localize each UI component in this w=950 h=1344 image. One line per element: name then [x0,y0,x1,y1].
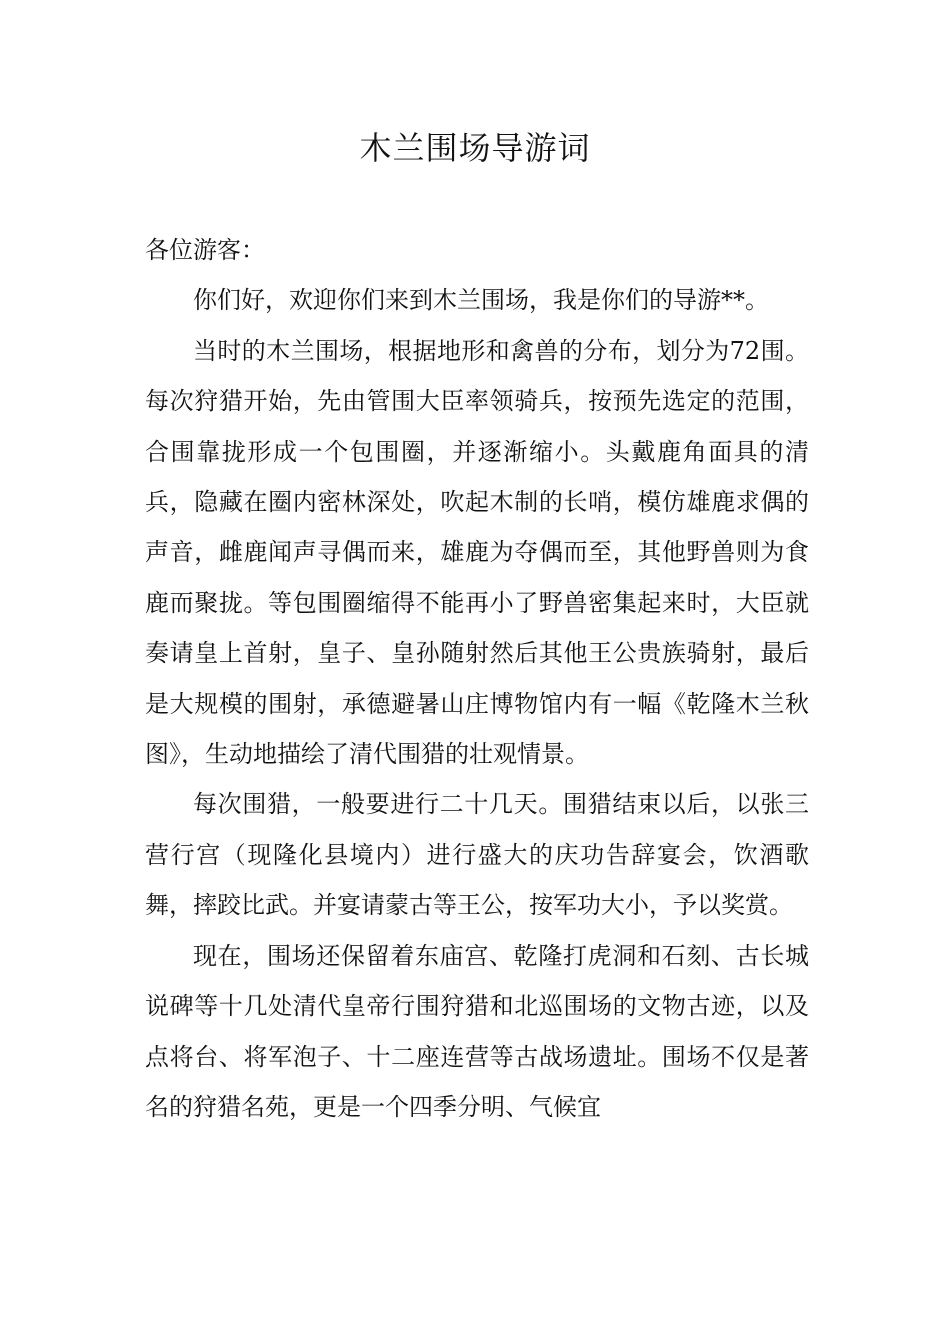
paragraph-relics: 现在，围场还保留着东庙宫、乾隆打虎洞和石刻、古长城说碑等十几处清代皇帝行围狩猎和北巡围场的文物古迹，以及点将台、将军泡子、十二座连营等古战场遗址。围场不仅是著名的狩猎名苑，更是一个四季分明、气候宜 [145,941,809,1121]
paragraph-hunting-method: 当时的木兰围场，根据地形和禽兽的分布，划分为72围。每次狩猎开始，先由管围大臣率领骑兵，按预先选定的范围，合围靠拢形成一个包围圈，并逐渐缩小。头戴鹿角面具的清兵，隐藏在圈内密林深处，吹起木制的长哨，模仿雄鹿求偶的声音，雌鹿闻声寻偶而来，雄鹿为夺偶而至，其他野兽则为食鹿而聚拢。等包围圈缩得不能再小了野兽密集起来时，大臣就奏请皇上首射，皇子、皇孙随射然后其他王公贵族骑射，最后是大规模的围射，承德避暑山庄博物馆内有一幅《乾隆木兰秋图》，生动地描绘了清代围猎的壮观情景。 [145,336,809,769]
document-title: 木兰围场导游词 [359,129,591,167]
paragraph-greeting: 你们好，欢迎你们来到木兰围场，我是你们的导游**。 [193,286,769,315]
paragraph-celebration: 每次围猎，一般要进行二十几天。围猎结束以后，以张三营行宫（现隆化县境内）进行盛大的庆功告辞宴会，饮酒歌舞，摔跤比武。并宴请蒙古等王公，按军功大小，予以奖赏。 [145,790,809,920]
salutation: 各位游客： [145,236,265,264]
document-body [145,225,809,1132]
